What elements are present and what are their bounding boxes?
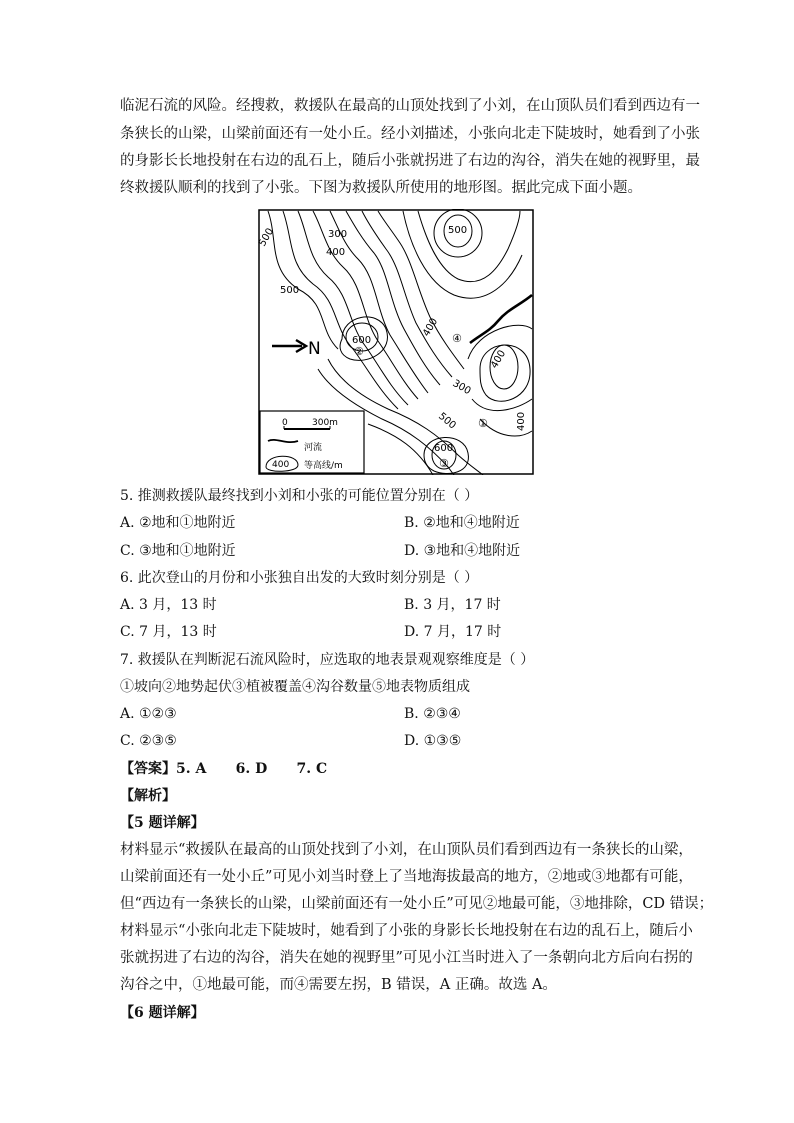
contour-label: 500 (258, 226, 277, 249)
q6-detail-heading: 【6 题详解】 (120, 1005, 205, 1021)
topographic-map (258, 209, 534, 475)
north-label: N (308, 339, 321, 359)
analysis-heading: 【解析】 (120, 788, 176, 804)
q7-dimensions: ①坡向②地势起伏③植被覆盖④沟谷数量⑤地表物质组成 (120, 679, 470, 695)
q6-option-a: A. 3 月，13 时 (120, 597, 217, 613)
point-label-4: ④ (452, 332, 462, 345)
question-5-stem: 5. 推测救援队最终找到小刘和小张的可能位置分别在（ ） (120, 488, 479, 504)
contour-label: 600 (434, 443, 454, 454)
point-label-3: ③ (439, 457, 449, 470)
map-legend (260, 411, 364, 473)
q7-option-c: C. ②③⑤ (120, 733, 177, 749)
legend-contour-label: 等高线/m (304, 461, 343, 471)
contour-label: 500 (280, 285, 300, 296)
contour-label: 500 (436, 410, 458, 432)
q6-option-b: B. 3 月，17 时 (404, 597, 501, 613)
q5-detail-heading: 【5 题详解】 (120, 815, 205, 831)
q7-option-d: D. ①③⑤ (404, 733, 462, 749)
answer-line: 【答案】5. A 6. D 7. C (120, 761, 328, 777)
contour-label: 400 (516, 411, 527, 431)
q5-option-c: C. ③地和①地附近 (120, 543, 236, 559)
q5-detail-line-6: 沟谷之中，①地最可能，而④需要左拐，B 错误，A 正确。故选 A。 (120, 977, 557, 993)
point-label-2: ② (354, 345, 364, 358)
q7-option-b: B. ②③④ (404, 706, 461, 722)
q5-detail-line-5: 张就拐进了右边的沟谷，消失在她的视野里”可见小江当时进入了一条朝向北方后向右拐的 (120, 950, 693, 966)
q5-option-d: D. ③地和④地附近 (404, 543, 521, 559)
point-label-1: ① (478, 417, 488, 430)
q6-option-c: C. 7 月，13 时 (120, 624, 217, 640)
q5-detail-line-1: 材料显示“救援队在最高的山顶处找到了小刘，在山顶队员们看到西边有一条狭长的山梁， (120, 842, 693, 858)
topographic-map-svg (258, 209, 534, 475)
intro-line-4: 终救援队顺利的找到了小张。下图为救援队所使用的地形图。据此完成下面小题。 (120, 180, 642, 196)
contour-label: 400 (326, 247, 346, 258)
contour-label: 500 (448, 225, 468, 236)
legend-contour-value: 400 (272, 460, 290, 470)
intro-line-2: 条狭长的山梁，山梁前面还有一处小丘。经小刘描述，小张向北走下陡坡时，她看到了小张 (120, 126, 700, 142)
q5-option-b: B. ②地和④地附近 (404, 515, 520, 531)
q5-option-a: A. ②地和①地附近 (120, 515, 236, 531)
intro-line-3: 的身影长长地投射在右边的乱石上，随后小张就拐进了右边的沟谷，消失在她的视野里，最 (120, 153, 700, 169)
q6-option-d: D. 7 月，17 时 (404, 624, 502, 640)
intro-line-1: 临泥石流的风险。经搜救，救援队在最高的山顶处找到了小刘，在山顶队员们看到西边有一 (120, 98, 700, 114)
scale-end-label: 300m (312, 418, 338, 428)
question-6-stem: 6. 此次登山的月份和小张独自出发的大致时刻分别是（ ） (120, 570, 479, 586)
scale-zero-label: 0 (282, 418, 288, 428)
q5-detail-line-2: 山梁前面还有一处小丘”可见小刘当时登上了当地海拔最高的地方，②地或③地都有可能， (120, 869, 693, 885)
q5-detail-line-3: 但“西边有一条狭长的山梁，山梁前面还有一处小丘”可见②地最可能，③地排除，CD 错误； (120, 896, 714, 912)
contour-label: 400 (489, 348, 509, 371)
q7-option-a: A. ①②③ (120, 706, 177, 722)
legend-river-label: 河流 (304, 443, 323, 453)
contour-label: 400 (421, 316, 441, 339)
contour-label: 600 (352, 335, 372, 346)
contour-label: 300 (328, 229, 348, 240)
question-7-stem: 7. 救援队在判断泥石流风险时，应选取的地表景观观察维度是（ ） (120, 652, 535, 668)
contour-label: 300 (450, 378, 473, 398)
q5-detail-line-4: 材料显示“小张向北走下陡坡时，她看到了小张的身影长长地投射在右边的乱石上，随后小 (120, 923, 693, 939)
